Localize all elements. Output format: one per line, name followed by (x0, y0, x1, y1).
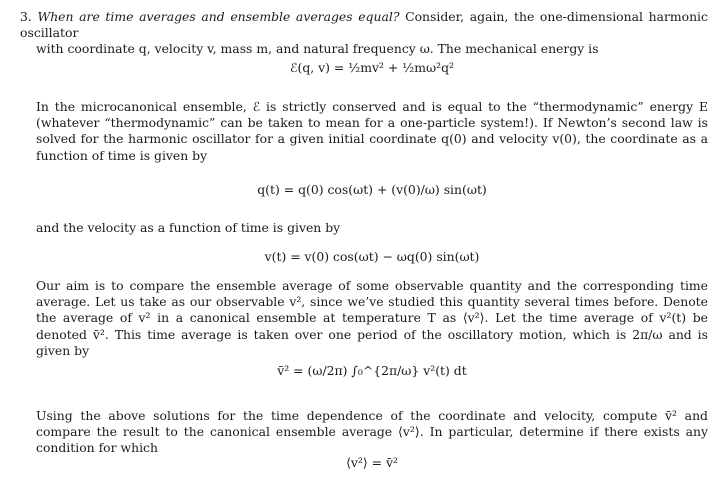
aim-paragraph: Our aim is to compare the ensemble average of some observable quantity and the corresponding time average. Let us take as our observable v², since we’ve studied this quantity several times before. Denote the average of v² in a canonical ensemble at temperature T as ⟨v²⟩. Let the time average of v²(t) be denoted v̄². This time average is taken over one period of the oscillatory motion, which is 2π/ω and is given by (36, 278, 708, 358)
problem-intro (20, 9, 708, 58)
velocity-equation (36, 249, 708, 265)
velocity-intro: and the velocity as a function of time is given by (36, 220, 341, 235)
task-paragraph: Using the above solutions for the time dependence of the coordinate and velocity, compute v̄² and compare the result to the canonical ensemble average ⟨v²⟩. In particular, determine if there exists any condition for which (36, 408, 708, 456)
problem-intro-rest: Consider, again, the one-dimensional harmonic oscillator (20, 9, 708, 41)
position-equation (36, 182, 708, 198)
time-average-equation-text: v̄² = (ω/2π) ∫₀^{2π/ω} v²(t) dt (277, 363, 467, 378)
problem-title-question: When are time averages and ensemble averages equal? (37, 9, 400, 24)
energy-equation-text: ℰ(q, v) = ½mv² + ½mω²q² (290, 60, 454, 75)
problem-number: 3. (20, 9, 32, 24)
position-equation-text: q(t) = q(0) cos(ωt) + (v(0)/ω) sin(ωt) (257, 182, 487, 197)
condition-equation (36, 455, 708, 471)
problem-intro-line2: with coordinate q, velocity v, mass m, and natural frequency ω. The mechanical energy is (36, 41, 599, 57)
velocity-equation-text: v(t) = v(0) cos(ωt) − ωq(0) sin(ωt) (264, 249, 480, 264)
time-average-equation (36, 363, 708, 379)
microcanonical-paragraph: In the microcanonical ensemble, ℰ is strictly conserved and is equal to the “thermodynamic” energy E (whatever “thermodynamic” can be taken to mean for a one-particle system!). If Newton’s second law is solved for the harmonic oscillator for a given initial coordinate q(0) and velocity v(0), the coordinate as a function of time is given by (36, 99, 708, 163)
condition-equation-text: ⟨v²⟩ = v̄² (346, 455, 398, 470)
energy-equation (36, 60, 708, 76)
